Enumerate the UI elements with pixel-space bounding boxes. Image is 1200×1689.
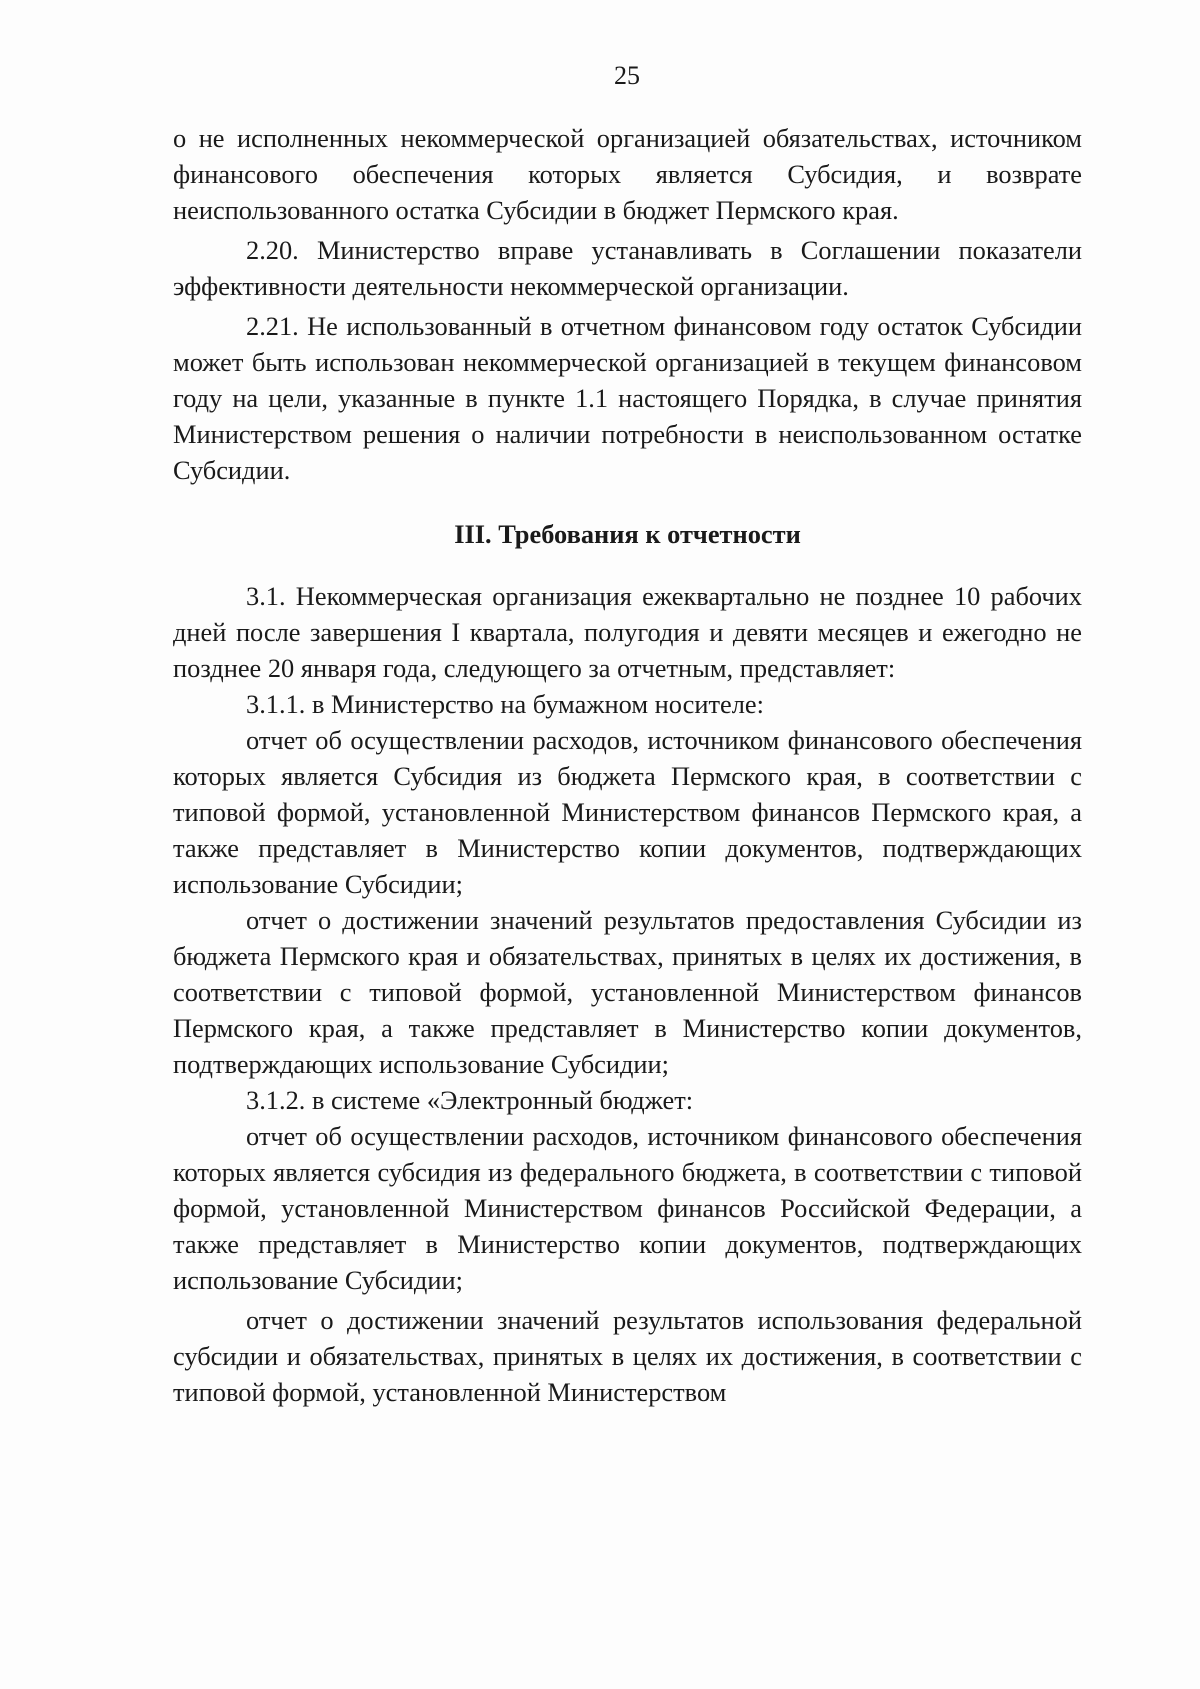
paragraph-2-20: 2.20. Министерство вправе устанавливать в Соглашении показатели эффективности деятельности некоммерческой организации. xyxy=(173,235,1082,301)
paragraph-3-1: 3.1. Некоммерческая организация ежеквартально не позднее 10 рабочих дней после завершения I квартала, полугодия и девяти месяцев и ежегодно не позднее 20 января года, следующего за отчетным, представляет: xyxy=(173,581,1082,683)
paragraph-2-21: 2.21. Не использованный в отчетном финансовом году остаток Субсидии может быть использован некоммерческой организацией в текущем финансовом году на цели, указанные в пункте 1.1 настоящего Порядка, в случае принятия Министерством решения о наличии потребности в неиспользованном остатке Субсидии. xyxy=(173,311,1082,485)
section-heading: III. Требования к отчетности xyxy=(454,519,801,549)
paragraph-report-federal-expenses: отчет об осуществлении расходов, источником финансового обеспечения которых является субсидия из федерального бюджета, в соответствии с типовой формой, установленной Министерством финансов Российской Федерации, а также представляет в Министерство копии документов, подтверждающих использование Субсидии; xyxy=(173,1121,1082,1295)
page-number: 25 xyxy=(614,61,640,90)
paragraph-continuation: о не исполненных некоммерческой организацией обязательствах, источником финансового обеспечения которых является Субсидия, и возврате неиспользованного остатка Субсидии в бюджет Пермского края. xyxy=(173,123,1082,225)
paragraph-report-federal-results: отчет о достижении значений результатов использования федеральной субсидии и обязательствах, принятых в целях их достижения, в соответствии с типовой формой, установленной Министерством xyxy=(173,1305,1082,1407)
document-body xyxy=(173,120,1082,1410)
paragraph-report-expenses: отчет об осуществлении расходов, источником финансового обеспечения которых является Субсидия из бюджета Пермского края, в соответствии с типовой формой, установленной Министерством финансов Пермского края, а также представляет в Министерство копии документов, подтверждающих использование Субсидии; xyxy=(173,725,1082,899)
paragraph-report-results: отчет о достижении значений результатов предоставления Субсидии из бюджета Пермского края и обязательствах, принятых в целях их достижения, в соответствии с типовой формой, установленной Министерством финансов Пермского края, а также представляет в Министерство копии документов, подтверждающих использование Субсидии; xyxy=(173,905,1082,1079)
paragraph-3-1-2: 3.1.2. в системе «Электронный бюджет: xyxy=(246,1085,694,1115)
paragraph-3-1-1: 3.1.1. в Министерство на бумажном носителе: xyxy=(246,689,764,719)
